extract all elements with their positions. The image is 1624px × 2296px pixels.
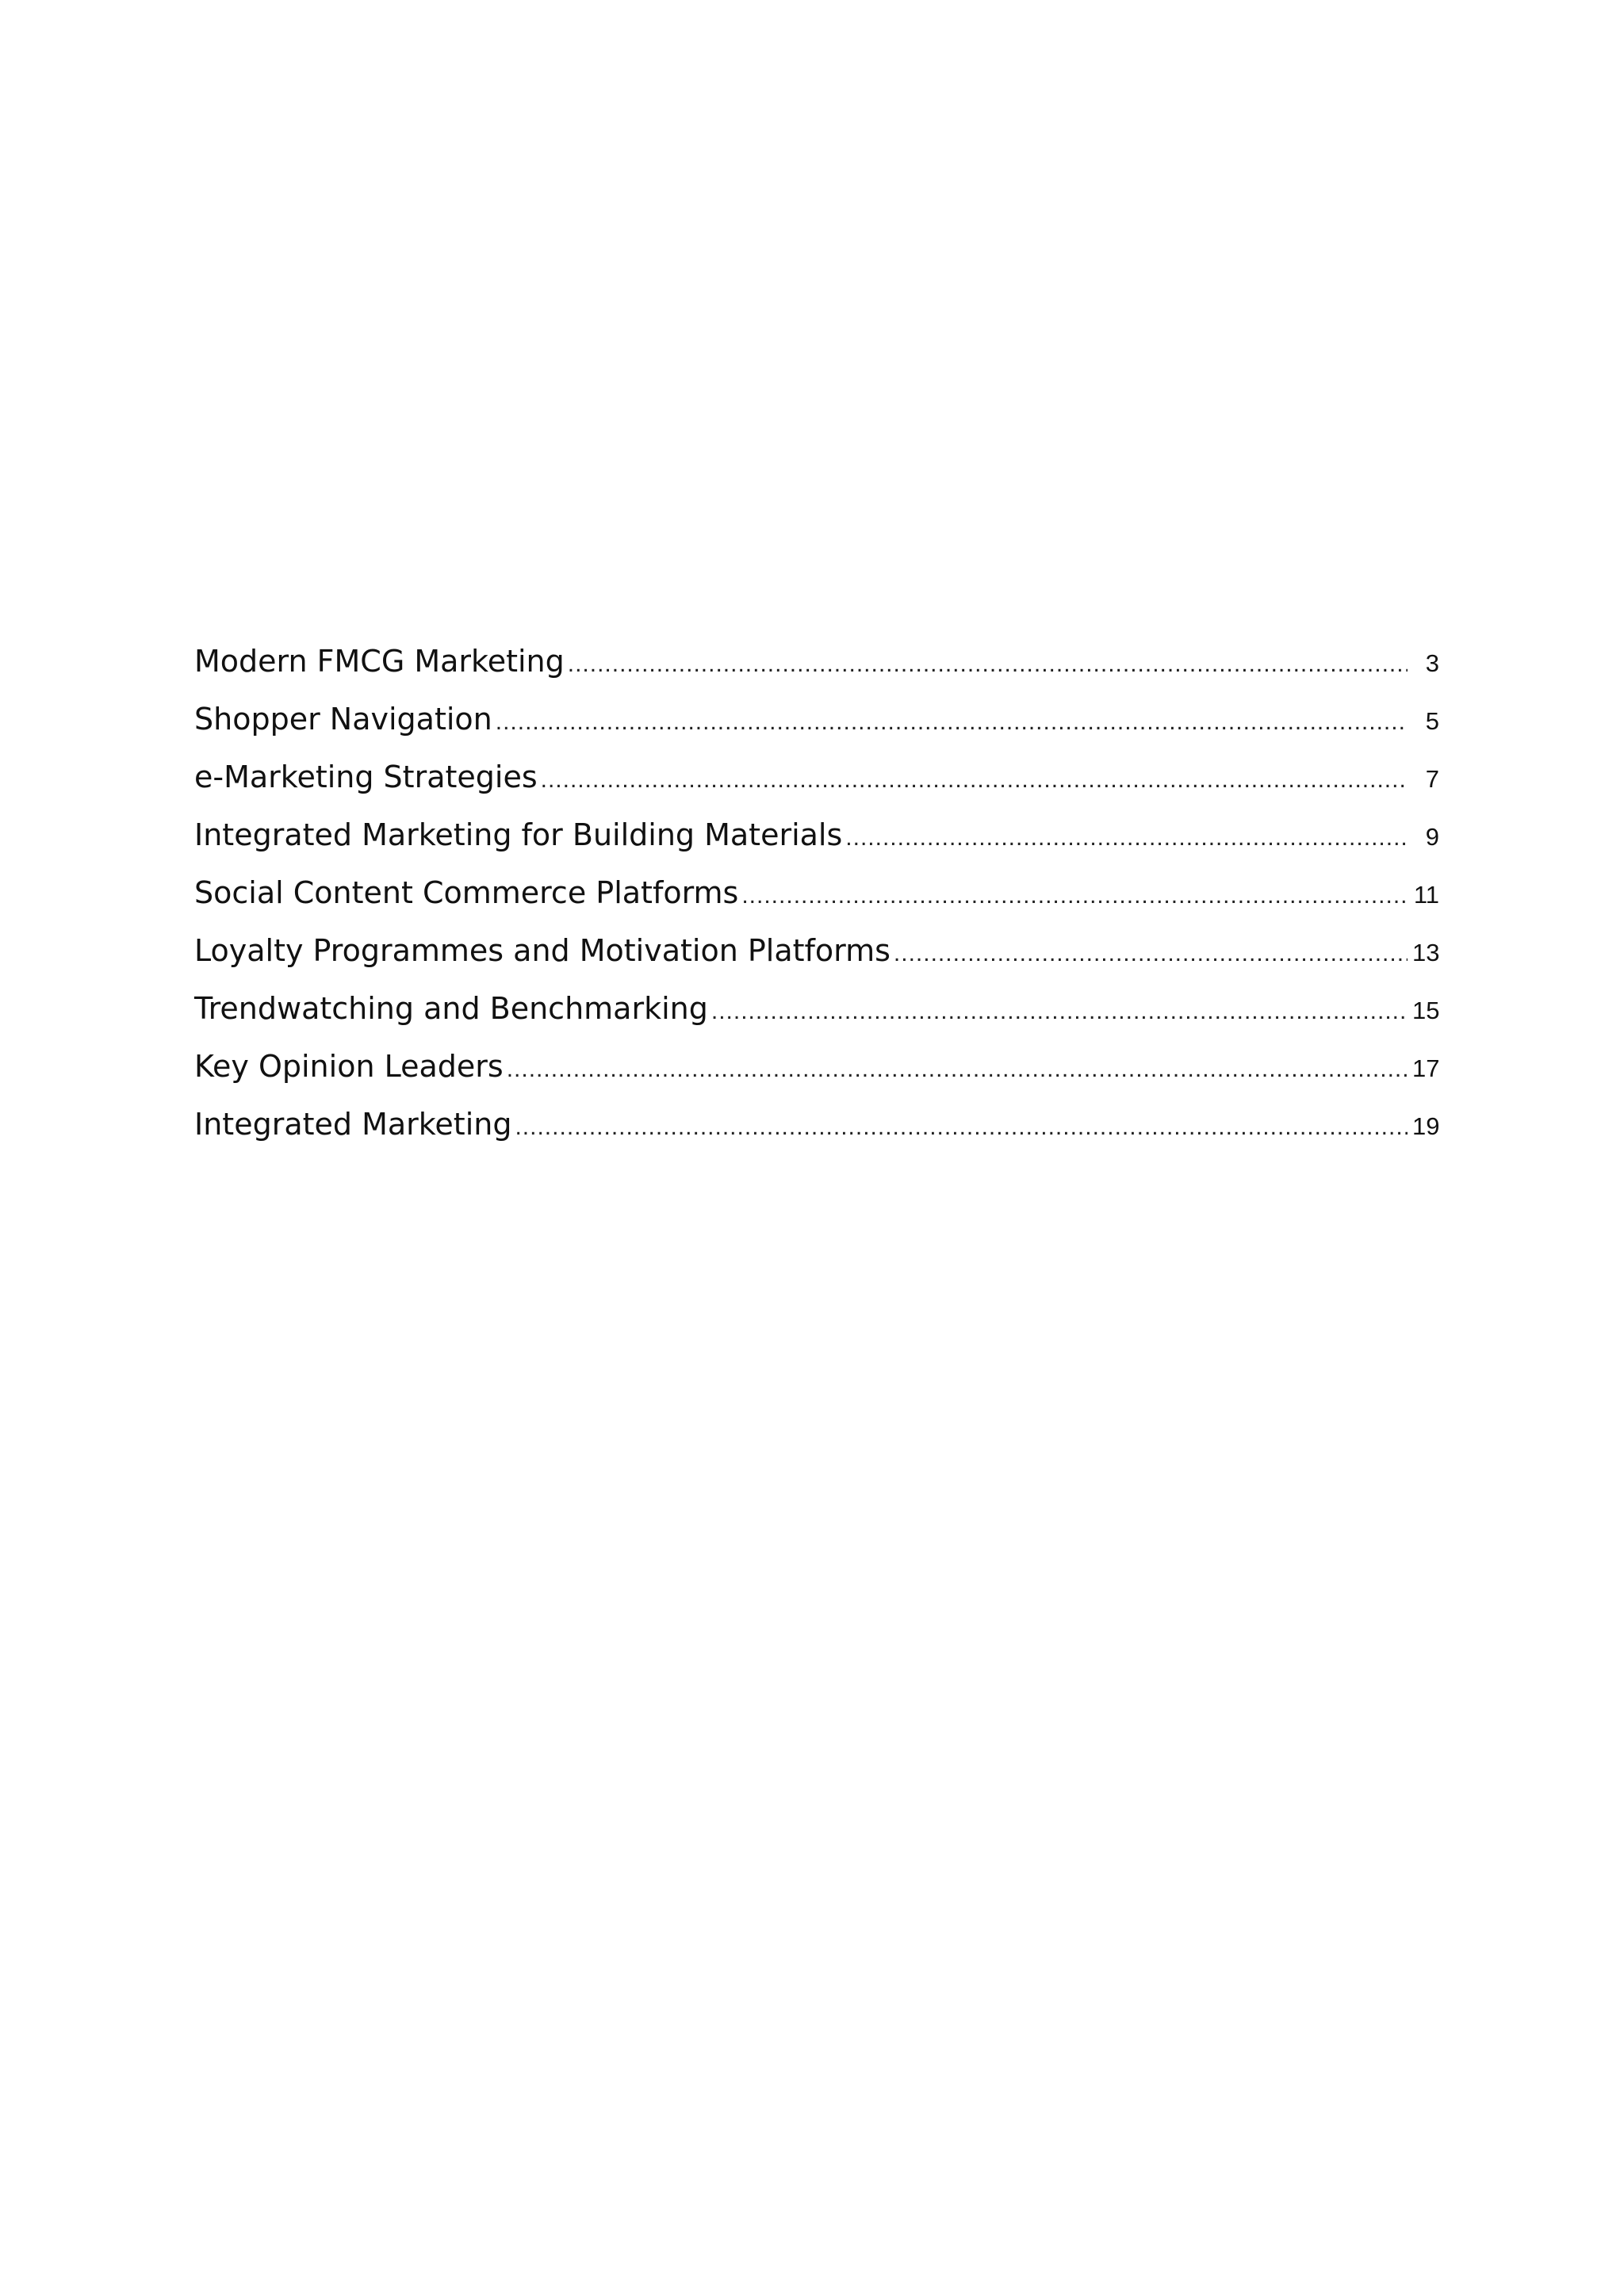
toc-entry-title: Shopper Navigation [194, 702, 492, 737]
toc-entry-title: Integrated Marketing for Building Materials [194, 817, 843, 852]
toc-entry[interactable] [194, 1107, 1439, 1165]
toc-dot-leader [515, 1114, 1408, 1141]
toc-dot-leader [496, 709, 1408, 736]
toc-entry[interactable] [194, 991, 1439, 1049]
toc-entry[interactable] [194, 644, 1439, 702]
toc-entry[interactable] [194, 702, 1439, 760]
toc-entry-title: Loyalty Programmes and Motivation Platforms [194, 933, 891, 968]
toc-entry-title: Social Content Commerce Platforms [194, 875, 739, 910]
toc-dot-leader [541, 767, 1408, 794]
toc-page-number: 17 [1412, 1054, 1440, 1082]
toc-entry-title: Trendwatching and Benchmarking [194, 991, 708, 1026]
toc-entry-title: Key Opinion Leaders [194, 1049, 504, 1084]
toc-entry[interactable] [194, 933, 1439, 991]
toc-entry-title: Modern FMCG Marketing [194, 644, 565, 679]
toc-entry-title: e-Marketing Strategies [194, 760, 538, 794]
toc-page-number: 11 [1413, 881, 1439, 909]
toc-page-number: 7 [1425, 765, 1439, 793]
toc-dot-leader [845, 825, 1408, 851]
toc-dot-leader [894, 940, 1408, 967]
toc-page-number: 3 [1425, 649, 1439, 677]
table-of-contents [194, 644, 1439, 1165]
toc-entry[interactable] [194, 817, 1439, 875]
toc-entry[interactable] [194, 875, 1439, 933]
toc-dot-leader [741, 882, 1408, 909]
toc-entry[interactable] [194, 1049, 1439, 1107]
toc-page-number: 13 [1412, 939, 1440, 966]
toc-page-number: 9 [1425, 823, 1439, 851]
toc-page-number: 19 [1412, 1112, 1440, 1140]
toc-dot-leader [507, 1056, 1408, 1083]
toc-dot-leader [568, 651, 1408, 678]
toc-page-number: 5 [1425, 707, 1439, 735]
toc-dot-leader [711, 998, 1408, 1025]
toc-page-number: 15 [1412, 997, 1440, 1024]
toc-entry[interactable] [194, 760, 1439, 817]
toc-entry-title: Integrated Marketing [194, 1107, 512, 1142]
